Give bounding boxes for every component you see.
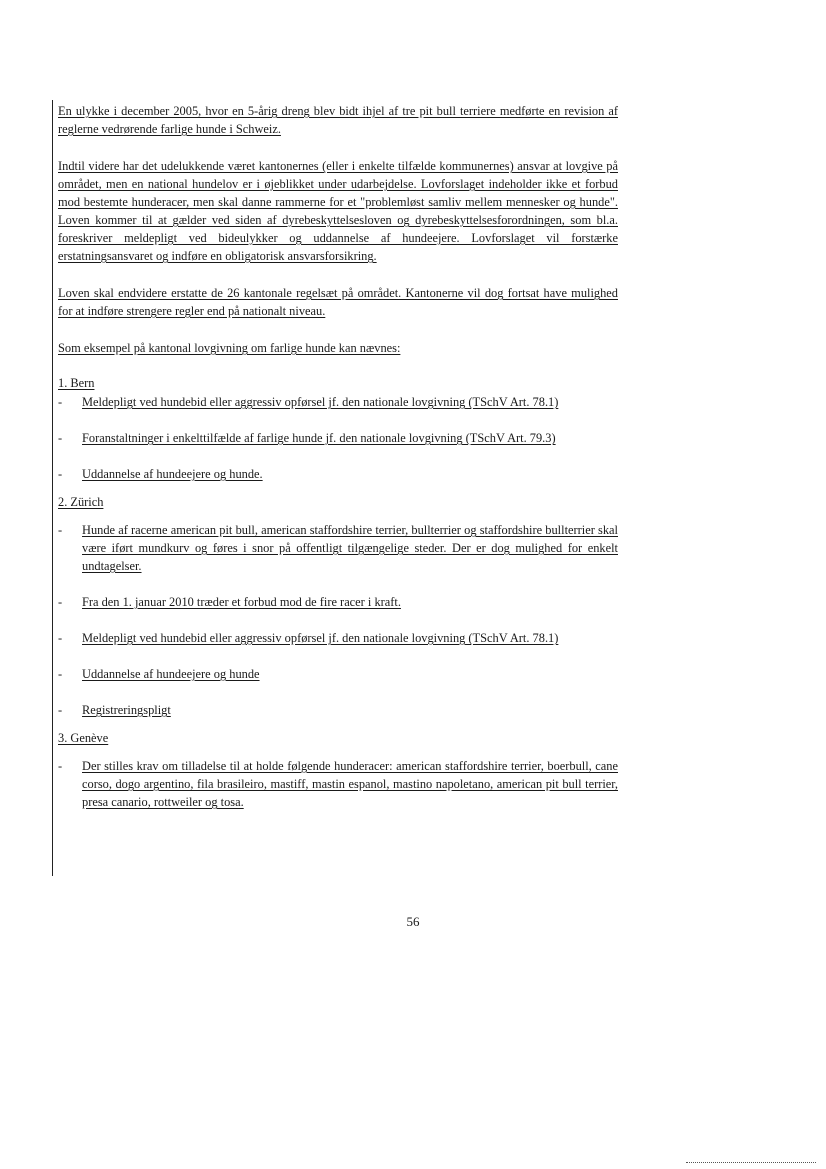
list-item <box>58 465 618 483</box>
paragraph-cantonal-rules: Loven skal endvidere erstatte de 26 kantonale regelsæt på området. Kantonerne vil dog fortsat have mulighed for at indføre strengere regler end på nationalt niveau. <box>58 286 618 318</box>
bullet-dash: - <box>58 467 63 481</box>
bullet-dash: - <box>58 703 63 717</box>
bullet-dash: - <box>58 631 63 645</box>
section-heading: 2. Zürich <box>58 495 104 509</box>
list-item <box>58 629 618 647</box>
list-item <box>58 593 618 611</box>
list-item-text: Der stilles krav om tilladelse til at holde følgende hunderacer: american staffordshire terrier, boerbull, cane corso, dogo argentino, fila brasileiro, mastiff, mastin espanol, mastino napoletano, american pit bull terrier, presa canario, rottweiler og tosa. <box>82 759 618 809</box>
list-item-text: Meldepligt ved hundebid eller aggressiv opførsel jf. den nationale lovgivning (TSchV Art. 78.1) <box>82 395 559 409</box>
list-item-text: Fra den 1. januar 2010 træder et forbud mod de fire racer i kraft. <box>82 595 401 609</box>
section-heading: 1. Bern <box>58 376 95 390</box>
bullet-list <box>58 521 618 719</box>
document-body <box>58 102 618 811</box>
section-heading: 3. Genève <box>58 731 109 745</box>
list-item-text: Registreringspligt <box>82 703 171 717</box>
section-zurich <box>58 493 618 719</box>
paragraph-national-law: Indtil videre har det udelukkende været kantonernes (eller i enkelte tilfælde kommunernes) ansvar at lovgive på området, men en national hundelov er i øjeblikket under udarbejdelse. Lovforslaget indeholder ikke et forbud mod bestemte hunderacer, men skal danne rammerne for et "problemløst samliv mellem mennesker og hunde". Loven kommer til at gælder ved siden af dyrebeskyttelsesloven og dyrebeskyttelsesforordningen, som bl.a. foreskriver meldepligt ved bideulykker og uddannelse af hundeejere. Lovforslaget vil forstærke erstatningsansvaret og indføre en obligatorisk ansvarsforsikring. <box>58 159 618 263</box>
list-item-text: Meldepligt ved hundebid eller aggressiv opførsel jf. den nationale lovgivning (TSchV Art. 78.1) <box>82 631 559 645</box>
bullet-dash: - <box>58 431 63 445</box>
bullet-dash: - <box>58 759 63 773</box>
section-bern <box>58 374 618 483</box>
bullet-list <box>58 393 618 483</box>
margin-revision-bar <box>52 100 53 876</box>
scan-edge-mark <box>686 1160 816 1163</box>
list-item <box>58 701 618 719</box>
list-item <box>58 757 618 811</box>
list-item <box>58 393 618 411</box>
page-number: 56 <box>406 914 420 929</box>
section-geneve <box>58 729 618 811</box>
paragraph-examples-intro: Som eksempel på kantonal lovgivning om farlige hunde kan nævnes: <box>58 341 401 355</box>
list-item-text: Uddannelse af hundeejere og hunde. <box>82 467 263 481</box>
bullet-dash: - <box>58 395 63 409</box>
bullet-dash: - <box>58 523 63 537</box>
list-item-text: Hunde af racerne american pit bull, american staffordshire terrier, bullterrier og staffordshire bullterrier skal være iført mundkurv og føres i snor på offentligt tilgængelige steder. Der er dog mulighed for enkelt undtagelser. <box>82 523 618 573</box>
list-item <box>58 521 618 575</box>
bullet-dash: - <box>58 667 63 681</box>
paragraph-accident: En ulykke i december 2005, hvor en 5-årig dreng blev bidt ihjel af tre pit bull terriere medførte en revision af reglerne vedrørende farlige hunde i Schweiz. <box>58 104 618 136</box>
bullet-list <box>58 757 618 811</box>
bullet-dash: - <box>58 595 63 609</box>
list-item-text: Uddannelse af hundeejere og hunde <box>82 667 260 681</box>
list-item <box>58 665 618 683</box>
list-item-text: Foranstaltninger i enkelttilfælde af farlige hunde jf. den nationale lovgivning (TSchV Art. 79.3) <box>82 431 556 445</box>
list-item <box>58 429 618 447</box>
